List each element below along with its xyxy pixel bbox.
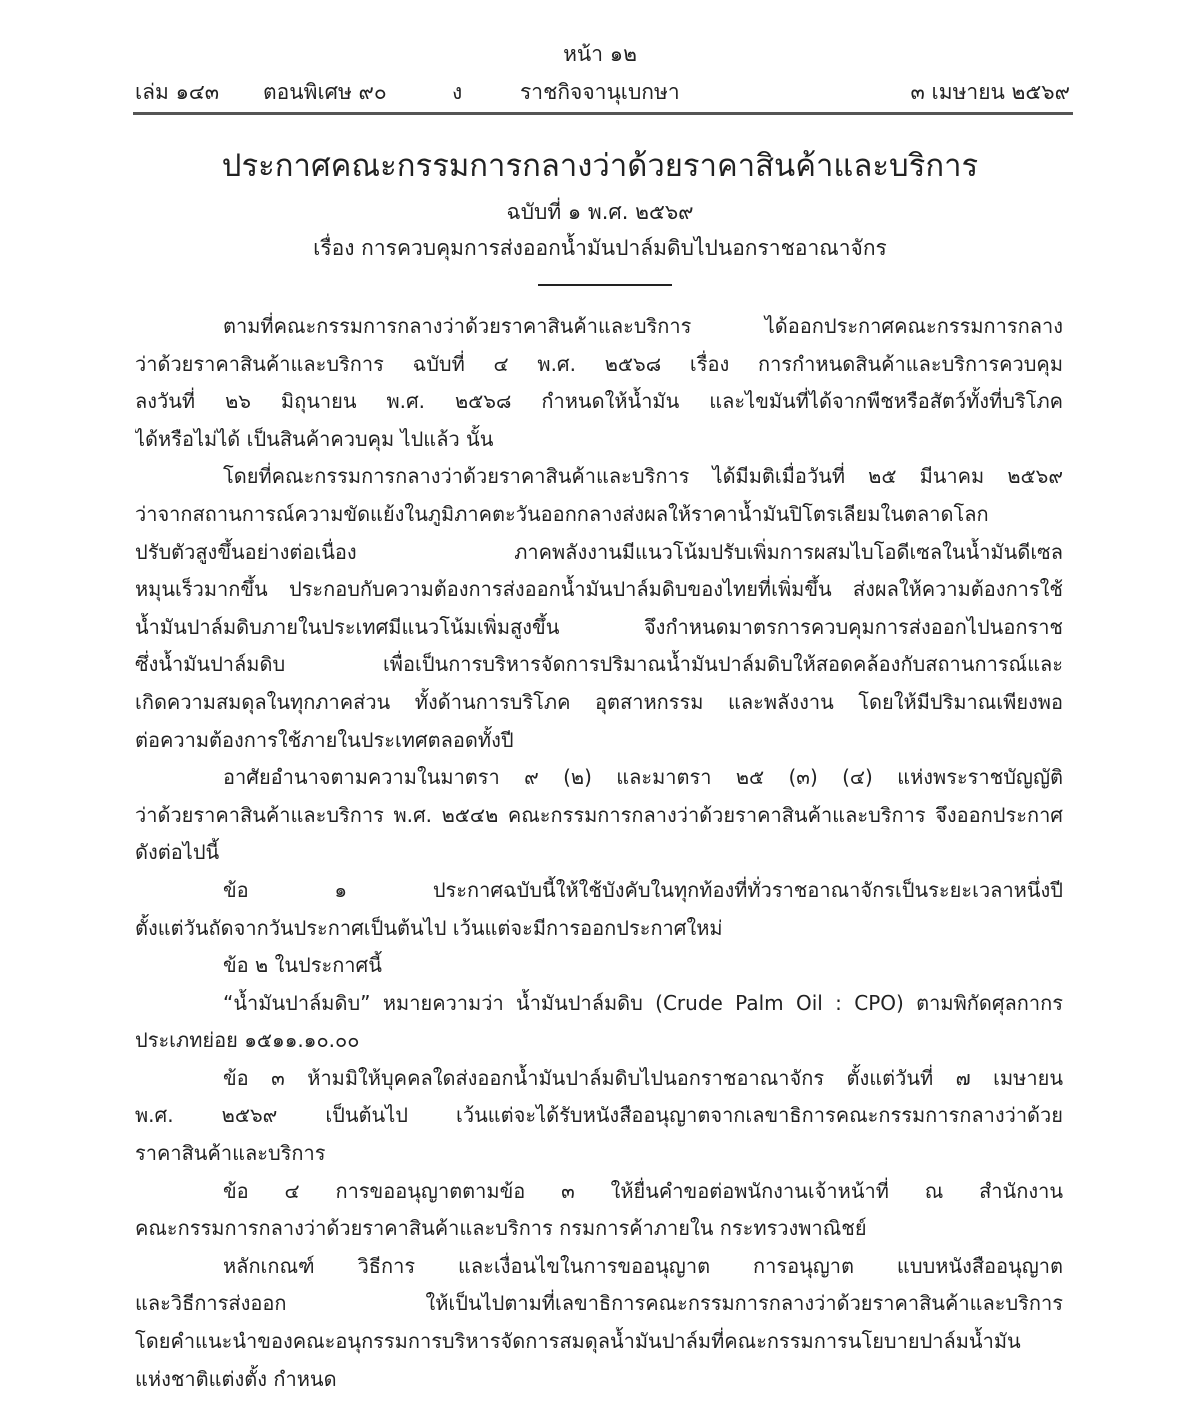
text-line: หมุนเร็วมากขึ้น ประกอบกับความต้องการส่งออกน้ำมันปาล์มดิบของไทยที่เพิ่มขึ้น ส่งผลให้ความต้องการใช้ [135,577,1063,602]
text-line: พ.ศ. ๒๕๖๙ เป็นต้นไป เว้นแต่จะได้รับหนังสืออนุญาตจากเลขาธิการคณะกรรมการกลางว่าด้วย [135,1103,1063,1128]
gazette-date: ๓ เมษายน ๒๕๖๙ [910,80,1070,104]
subject: เรื่อง การควบคุมการส่งออกน้ำมันปาล์มดิบไปนอกราชอาณาจักร [313,236,887,260]
text-line: หลักเกณฑ์ วิธีการ และเงื่อนไขในการขออนุญาต การอนุญาต แบบหนังสืออนุญาต [223,1253,1063,1278]
text-line: ข้อ ๒ ในประกาศนี้ [223,953,382,978]
section: ง [452,80,463,104]
text-line: ข้อ ๔ การขออนุญาตตามข้อ ๓ ให้ยื่นคำขอต่อพนักงานเจ้าหน้าที่ ณ สำนักงาน [223,1178,1063,1203]
text-line: เกิดความสมดุลในทุกภาคส่วน ทั้งด้านการบริโภค อุตสาหกรรม และพลังงาน โดยให้มีปริมาณเพียงพอ [135,689,1063,714]
text-line: โดยที่คณะกรรมการกลางว่าด้วยราคาสินค้าและบริการ ได้มีมติเมื่อวันที่ ๒๕ มีนาคม ๒๕๖๙ [223,464,1063,489]
text-line: น้ำมันปาล์มดิบภายในประเทศมีแนวโน้มเพิ่มสูงขึ้น จึงกำหนดมาตรการควบคุมการส่งออกไปนอกราช [135,614,1063,639]
document-title: ประกาศคณะกรรมการกลางว่าด้วยราคาสินค้าและบริการ [221,148,979,184]
text-line: ประเภทย่อย ๑๕๑๑.๑๐.๐๐ [135,1028,360,1053]
text-line: ต่อความต้องการใช้ภายในประเทศตลอดทั้งปี [135,727,514,752]
text-line: คณะกรรมการกลางว่าด้วยราคาสินค้าและบริการ กรมการค้าภายใน กระทรวงพาณิชย์ [135,1216,867,1241]
text-line: ลงวันที่ ๒๖ มิถุนายน พ.ศ. ๒๕๖๘ กำหนดให้น้ำมัน และไขมันที่ได้จากพืชหรือสัตว์ทั้งที่บริโภค [135,389,1063,414]
issue: ตอนพิเศษ ๙๐ [263,80,387,104]
text-line: ได้หรือไม่ได้ เป็นสินค้าควบคุม ไปแล้ว นั้น [135,426,494,451]
text-line: ปรับตัวสูงขึ้นอย่างต่อเนื่อง ภาคพลังงานมีแนวโน้มปรับเพิ่มการผสมไบโอดีเซลในน้ำมันดีเซล [135,539,1063,564]
gazette-header [135,76,1070,106]
gazette-name: ราชกิจจานุเบกษา [520,80,680,104]
page-number: หน้า ๑๒ [563,42,637,66]
volume: เล่ม ๑๔๓ [135,80,220,104]
header-divider [133,112,1073,115]
text-line: ตั้งแต่วันถัดจากวันประกาศเป็นต้นไป เว้นแต่จะมีการออกประกาศใหม่ [135,915,723,940]
text-line: โดยคำแนะนำของคณะอนุกรรมการบริหารจัดการสมดุลน้ำมันปาล์มที่คณะกรรมการนโยบายปาล์มน้ำมัน [135,1329,1021,1354]
text-line: ตามที่คณะกรรมการกลางว่าด้วยราคาสินค้าและบริการ ได้ออกประกาศคณะกรรมการกลาง [223,314,1063,338]
text-line: ว่าจากสถานการณ์ความขัดแย้งในภูมิภาคตะวันออกกลางส่งผลให้ราคาน้ำมันปิโตรเลียมในตลาดโลก [135,501,989,526]
edition: ฉบับที่ ๑ พ.ศ. ๒๕๖๙ [506,200,694,224]
text-line: ซึ่งน้ำมันปาล์มดิบ เพื่อเป็นการบริหารจัดการปริมาณน้ำมันปาล์มดิบให้สอดคล้องกับสถานการณ์และ [135,652,1063,677]
text-line: ข้อ ๑ ประกาศฉบับนี้ให้ใช้บังคับในทุกท้องที่ทั่วราชอาณาจักรเป็นระยะเวลาหนึ่งปี [223,877,1063,902]
text-line: และวิธีการส่งออก ให้เป็นไปตามที่เลขาธิการคณะกรรมการกลางว่าด้วยราคาสินค้าและบริการ [135,1291,1063,1316]
text-line: “น้ำมันปาล์มดิบ” หมายความว่า น้ำมันปาล์มดิบ (Crude Palm Oil : CPO) ตามพิกัดศุลกากร [223,990,1063,1015]
text-line: แห่งชาติแต่งตั้ง กำหนด [135,1366,337,1391]
title-divider [538,284,672,286]
text-line: อาศัยอำนาจตามความในมาตรา ๙ (๒) และมาตรา ๒๕ (๓) (๔) แห่งพระราชบัญญัติ [223,765,1063,790]
text-line: ว่าด้วยราคาสินค้าและบริการ ฉบับที่ ๔ พ.ศ. ๒๕๖๘ เรื่อง การกำหนดสินค้าและบริการควบคุม [135,351,1063,376]
text-line: ว่าด้วยราคาสินค้าและบริการ พ.ศ. ๒๕๔๒ คณะกรรมการกลางว่าด้วยราคาสินค้าและบริการ จึงออกประกาศ [135,802,1063,827]
text-line: ดังต่อไปนี้ [135,840,220,865]
text-line: ราคาสินค้าและบริการ [135,1141,326,1166]
text-line: ข้อ ๓ ห้ามมิให้บุคคลใดส่งออกน้ำมันปาล์มดิบไปนอกราชอาณาจักร ตั้งแต่วันที่ ๗ เมษายน [223,1065,1063,1090]
document-body [135,308,1063,1398]
